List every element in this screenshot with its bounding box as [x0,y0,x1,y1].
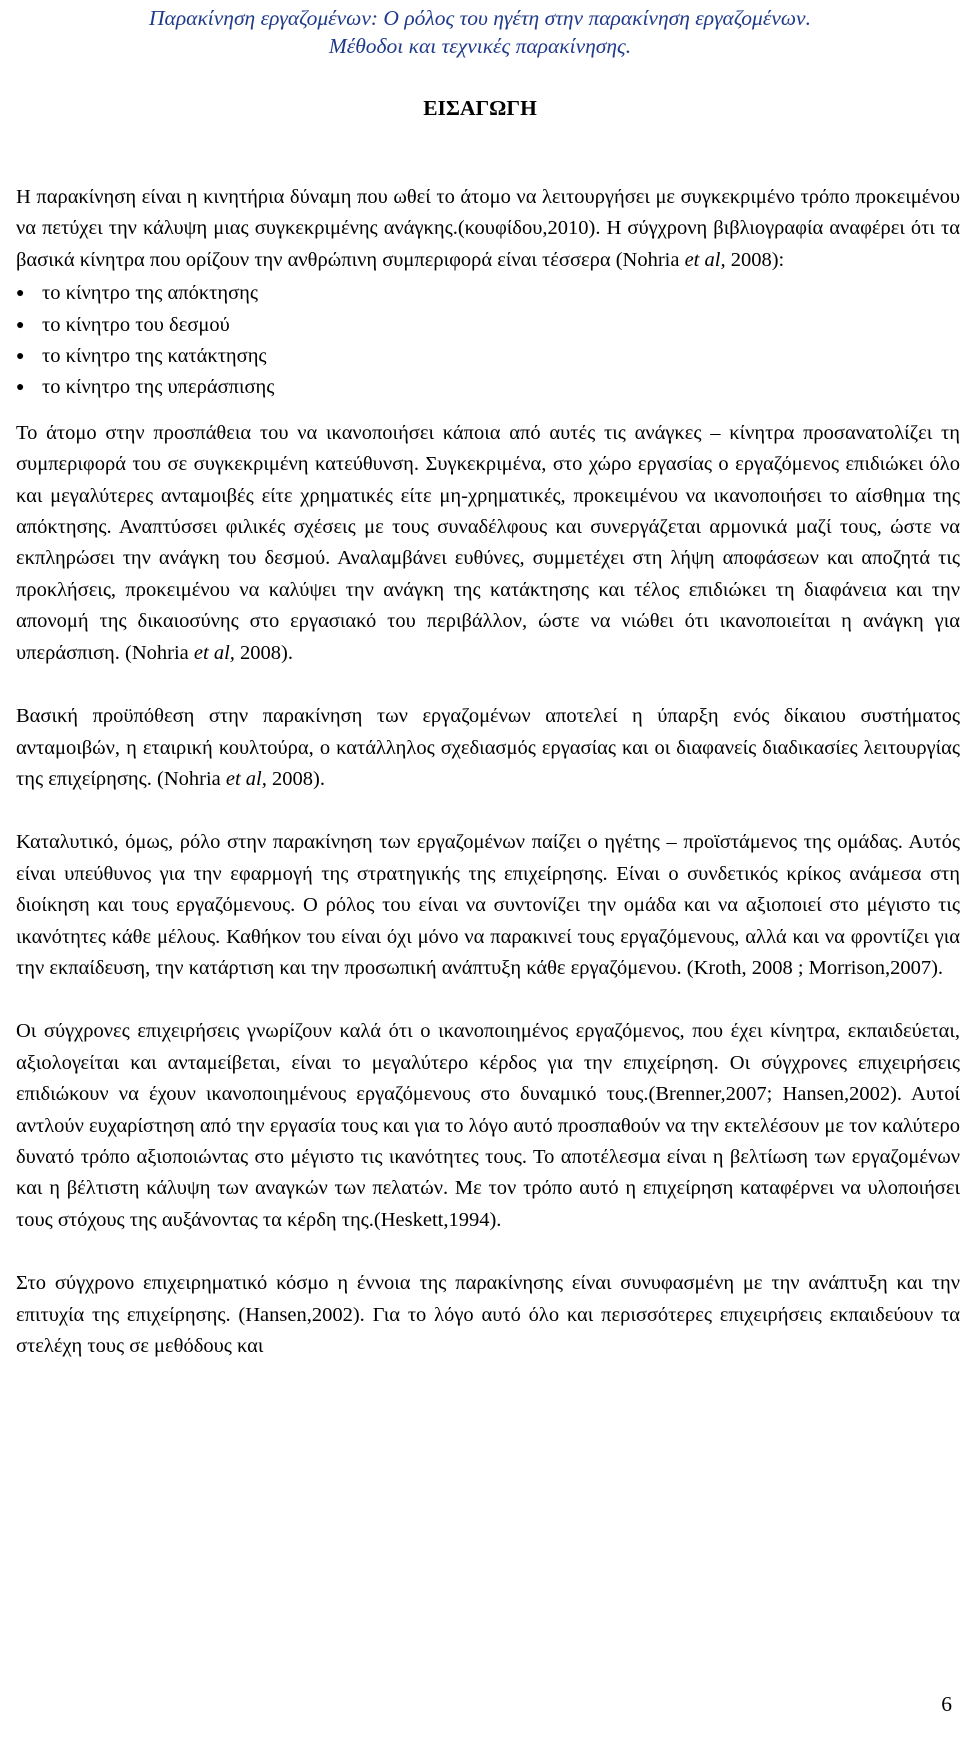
p3-text-2: 2008). [266,767,325,790]
header-line-2: Μέθοδοι και τεχνικές παρακίνησης. [328,34,632,58]
list-item: ● το κίνητρο της κατάκτησης [16,341,960,372]
p2-text-2: 2008). [234,641,293,664]
intro-et-al: et al, [684,248,726,271]
body-text [16,182,960,1362]
section-heading: ΕΙΣΑΓΩΓΗ [423,96,537,120]
list-item: ● το κίνητρο της απόκτησης [16,278,960,309]
p3-text-1: Βασική προϋπόθεση στην παρακίνηση των εργαζομένων αποτελεί η ύπαρξη ενός δίκαιου συστήματος ανταμοιβών, η εταιρική κουλτούρα, ο κατάλληλος σχεδιασμός εργασίας και οι διαφανείς διαδικασίες λειτουργίας της επιχείρησης. (Nohria [16,705,960,790]
paragraph-6: Στο σύγχρονο επιχειρηματικό κόσμο η έννοια της παρακίνησης είναι συνυφασμένη με την ανάπτυξη και την επιτυχία της επιχείρησης. (Hansen,2002). Για το λόγο αυτό όλο και περισσότερες επιχειρήσεις εκπαιδεύουν τα στελέχη τους σε μεθόδους και [16,1272,960,1357]
paragraph-2 [16,418,960,669]
intro-text-2: 2008): [725,248,785,271]
p2-text-1: Το άτομο στην προσπάθεια του να ικανοποιήσει κάποια από αυτές τις ανάγκες – κίνητρα προσανατολίζει τη συμπεριφορά του σε συγκεκριμένη κατεύθυνση. Συγκεκριμένα, στο χώρο εργασίας ο εργαζόμενος επιδιώκει όλο και μεγαλύτερες ανταμοιβές είτε χρηματικές είτε μη-χρηματικές, προκειμένου να ικανοποιήσει το αίσθημα της απόκτησης. Αναπτύσσει φιλικές σχέσεις με τους συναδέλφους και συνεργάζεται αρμονικά μαζί τους, ώστε να εκπληρώσει την ανάγκη του δεσμού. Αναλαμβάνει ευθύνες, συμμετέχει στη λήψη αποφάσεων και αποζητά τις προκλήσεις, προκειμένου να καλύψει την ανάγκη της κατάκτησης και τέλος επιδιώκει τη διαφάνεια και την απονομή της δικαιοσύνης στο εργασιακό του περιβάλλον, ώστε να νιώθει ότι ικανοποιείται η ανάγκη για υπεράσπιση. (Nohria [16,421,960,664]
motives-list [16,278,960,404]
paragraph-intro [16,182,960,276]
p3-et-al: et al, [225,767,267,790]
p2-et-al: et al, [193,641,235,664]
running-header [0,4,960,60]
list-item: ● το κίνητρο του δεσμού [16,310,960,341]
intro-text-1: Η παρακίνηση είναι η κινητήρια δύναμη που ωθεί το άτομο να λειτουργήσει με συγκεκριμένο τρόπο προκειμένου να πετύχει την κάλυψη μιας συγκεκριμένης ανάγκης.(κουφίδου,2010). Η σύγχρονη βιβλιογραφία αναφέρει ότι τα βασικά κίνητρα που ορίζουν την ανθρώπινη συμπεριφορά είναι τέσσερα (Nohria [16,186,960,271]
list-item: ● το κίνητρο της υπεράσπισης [16,372,960,403]
header-line-1: Παρακίνηση εργαζομένων: Ο ρόλος του ηγέτη στην παρακίνηση εργαζομένων. [149,6,811,30]
paragraph-4: Καταλυτικό, όμως, ρόλο στην παρακίνηση των εργαζομένων παίζει ο ηγέτης – προϊστάμενος της ομάδας. Αυτός είναι υπεύθυνος για την εφαρμογή της στρατηγικής της επιχείρησης. Είναι ο συνδετικός κρίκος ανάμεσα στη διοίκηση και τους εργαζόμενους. Ο ρόλος του είναι να συντονίζει την ομάδα και να αξιοποιεί στο μέγιστο τις ικανότητες κάθε μέλους. Καθήκον του είναι όχι μόνο να παρακινεί τους εργαζόμενους, αλλά και να φροντίζει για την εκπαίδευση, την κατάρτιση και την προσωπική ανάπτυξη κάθε εργαζόμενου. (Kroth, 2008 ; Morrison,2007). [16,831,960,979]
paragraph-3 [16,701,960,795]
page-number: 6 [941,1692,952,1716]
paragraph-5: Οι σύγχρονες επιχειρήσεις γνωρίζουν καλά ότι ο ικανοποιημένος εργαζόμενος, που έχει κίνητρα, εκπαιδεύεται, αξιολογείται και ανταμείβεται, είναι το μεγαλύτερο κέρδος για την επιχείρηση. Οι σύγχρονες επιχειρήσεις επιδιώκουν να έχουν ικανοποιημένους εργαζόμενους στο δυναμικό τους.(Brenner,2007; Hansen,2002). Αυτοί αντλούν ευχαρίστηση από την εργασία τους και για το λόγο αυτό προσπαθούν να την εκτελέσουν με τον καλύτερο δυνατό τρόπο αξιοποιώντας στο μέγιστο τις ικανότητες τους. Το αποτέλεσμα είναι η βελτίωση των εργαζομένων και η βέλτιστη κάλυψη των αναγκών των πελατών. Με τον τρόπο αυτό η επιχείρηση καταφέρνει να υλοποιήσει τους στόχους της αυξάνοντας τα κέρδη της.(Heskett,1994). [16,1020,960,1231]
